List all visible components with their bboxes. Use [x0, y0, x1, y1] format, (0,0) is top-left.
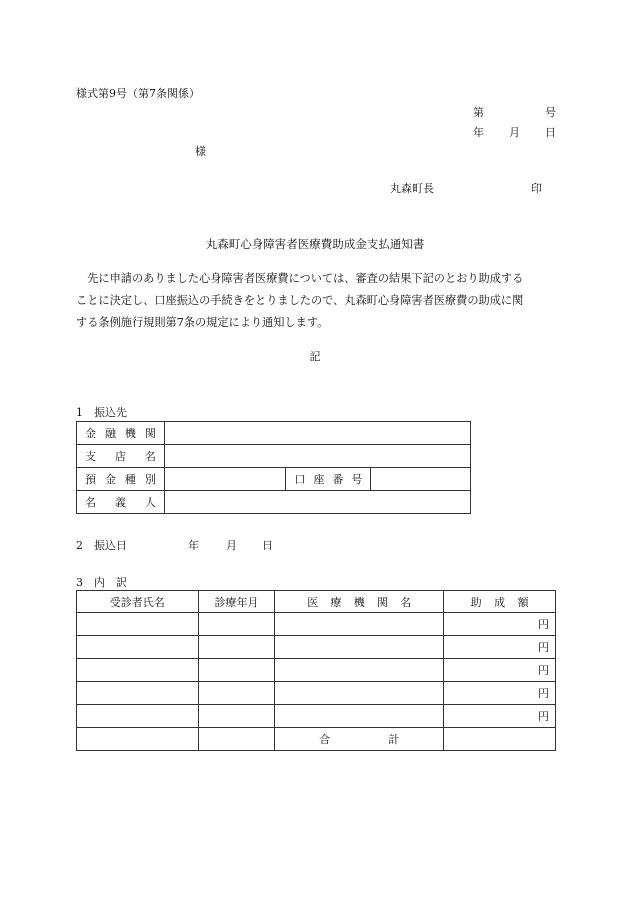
- number-suffix: 号: [545, 106, 556, 119]
- document-number-line: [473, 104, 556, 120]
- total-amount: [444, 728, 556, 751]
- form-number: 様式第9号（第7条関係）: [76, 87, 200, 100]
- table-row: [77, 445, 471, 468]
- bank-value: [164, 422, 470, 445]
- date-day: 日: [545, 126, 556, 139]
- total-row: [77, 728, 556, 751]
- yen-unit: 円: [444, 705, 556, 728]
- account-holder-value: [164, 491, 470, 514]
- label-bank: 金 融 機 関: [77, 422, 165, 445]
- transfer-destination-table: [76, 421, 471, 514]
- table-header-row: [77, 591, 556, 613]
- transfer-month: 月: [226, 539, 237, 552]
- col-patient-name: 受診者氏名: [77, 591, 199, 613]
- body-paragraph: [76, 268, 558, 334]
- number-prefix: 第: [473, 106, 484, 119]
- table-row: [77, 422, 471, 445]
- total-label: 合 計: [275, 728, 444, 751]
- yen-unit: 円: [444, 613, 556, 636]
- seal-mark: 印: [531, 182, 542, 195]
- table-row: [77, 613, 556, 636]
- transfer-day: 日: [262, 539, 273, 552]
- yen-unit: 円: [444, 636, 556, 659]
- deposit-type-value: [164, 468, 286, 491]
- document-title: 丸森町心身障害者医療費助成金支払通知書: [205, 237, 425, 251]
- yen-unit: 円: [444, 682, 556, 705]
- account-number-value: [371, 468, 471, 491]
- breakdown-table: [76, 590, 556, 751]
- addressee-suffix: 様: [195, 145, 206, 158]
- date-month: 月: [509, 126, 520, 139]
- table-row: [77, 682, 556, 705]
- section1-heading: 1 振込先: [76, 406, 127, 419]
- body-line: ことに決定し、口座振込の手続きをとりましたので、丸森町心身障害者医療費の助成に関: [76, 294, 524, 307]
- label-account-holder: 名 義 人: [77, 491, 165, 514]
- branch-value: [164, 445, 470, 468]
- body-line: 先に申請のありました心身障害者医療費については、審査の結果下記のとおり助成する: [76, 272, 524, 285]
- col-treatment-month: 診療年月: [198, 591, 275, 613]
- date-year: 年: [473, 126, 484, 139]
- body-line: する条例施行規則第7条の規定により通知します。: [76, 316, 329, 329]
- label-deposit-type: 預 金 種 別: [77, 468, 165, 491]
- section2-heading: 2 振込日: [76, 539, 127, 552]
- table-row: [77, 636, 556, 659]
- issue-date-line: [473, 124, 556, 140]
- col-subsidy-amount: 助 成 額: [444, 591, 556, 613]
- section3-heading: 3 内 訳: [76, 576, 127, 589]
- table-row: [77, 705, 556, 728]
- label-account-number: 口 座 番 号: [286, 468, 371, 491]
- table-row: [77, 659, 556, 682]
- yen-unit: 円: [444, 659, 556, 682]
- issuer-name: 丸森町長: [390, 182, 434, 195]
- label-branch: 支 店 名: [77, 445, 165, 468]
- ki-notation: 記: [309, 350, 321, 363]
- table-row: [77, 491, 471, 514]
- col-medical-institution: 医 療 機 関 名: [275, 591, 444, 613]
- table-row: [77, 468, 471, 491]
- transfer-year: 年: [188, 539, 199, 552]
